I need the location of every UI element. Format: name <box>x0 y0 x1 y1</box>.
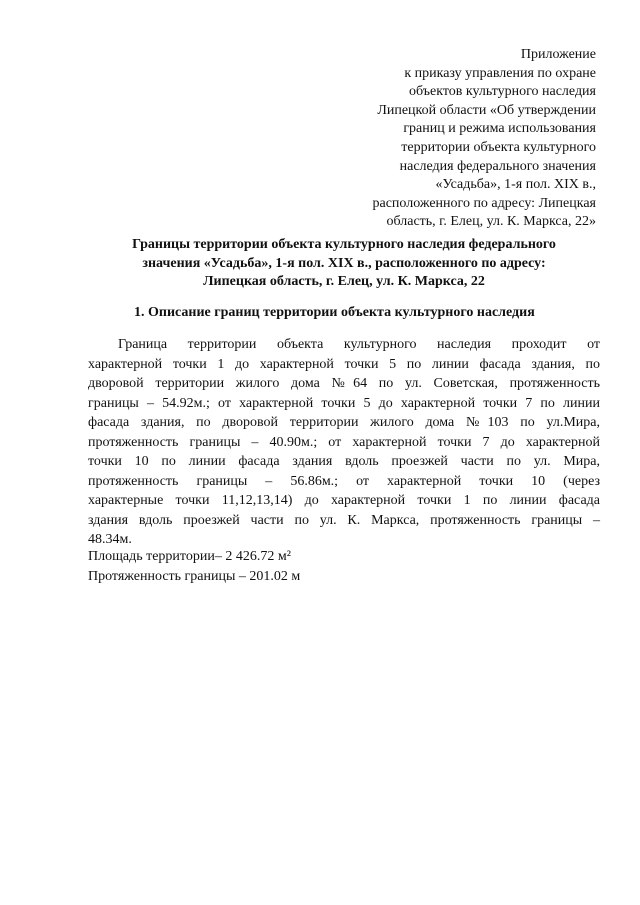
description-line: границы – 54.92м.; от характерной точки 5 до характерной точки 7 по линии <box>88 395 600 411</box>
appendix-line: Приложение <box>520 47 596 62</box>
description-line: 48.34м. <box>88 532 132 547</box>
description-line: здания вдоль проезжей части по ул. К. Маркса, протяженность границы – <box>88 512 600 528</box>
appendix-line: расположенного по адресу: Липецкая <box>372 195 596 211</box>
description-line: протяженность границы – 56.86м.; от характерной точки 10 (через <box>88 473 600 489</box>
appendix-line: область, г. Елец, ул. К. Маркса, 22» <box>386 214 596 230</box>
appendix-line: Липецкой области «Об утверждении <box>377 102 596 118</box>
section-heading: 1. Описание границ территории объекта культурного наследия <box>134 305 535 320</box>
description-line: Граница территории объекта культурного наследия проходит от <box>118 337 600 352</box>
title-line: Липецкая область, г. Елец, ул. К. Маркса, 22 <box>203 274 485 290</box>
description-line: дворовой территории жилого дома №64 по ул. Советская, протяженность <box>88 376 600 391</box>
description-line: точки 10 по линии фасада здания вдоль проезжей части по ул. Мира, <box>88 454 600 469</box>
title-line: значения «Усадьба», 1-я пол. XIX в., расположенного по адресу: <box>142 255 546 271</box>
area-value: Площадь территории– 2 426.72 м² <box>88 549 291 564</box>
boundary-description <box>88 335 600 550</box>
document-title <box>88 236 600 292</box>
appendix-line: к приказу управления по охране <box>404 65 596 81</box>
description-line: протяженность границы – 40.90м.; от характерной точки 7 до характерной <box>88 434 600 450</box>
appendix-header <box>296 46 596 232</box>
appendix-line: «Усадьба», 1-я пол. XIX в., <box>435 177 596 193</box>
description-line: фасада здания, по дворовой территории жилого дома №103 по ул.Мира, <box>88 415 600 430</box>
description-line: характерные точки 11,12,13,14) до характерной точки 1 по линии фасада <box>88 493 600 508</box>
perimeter-value: Протяженность границы – 201.02 м <box>88 569 301 584</box>
description-line: характерной точки 1 до характерной точки 5 по линии фасада здания, по <box>88 356 600 372</box>
appendix-line: территории объекта культурного <box>401 139 596 155</box>
title-line: Границы территории объекта культурного наследия федерального <box>132 237 556 252</box>
appendix-line: объектов культурного наследия <box>408 84 596 100</box>
appendix-line: наследия федерального значения <box>399 158 596 174</box>
summary-block <box>88 547 300 587</box>
appendix-line: границ и режима использования <box>403 121 596 137</box>
